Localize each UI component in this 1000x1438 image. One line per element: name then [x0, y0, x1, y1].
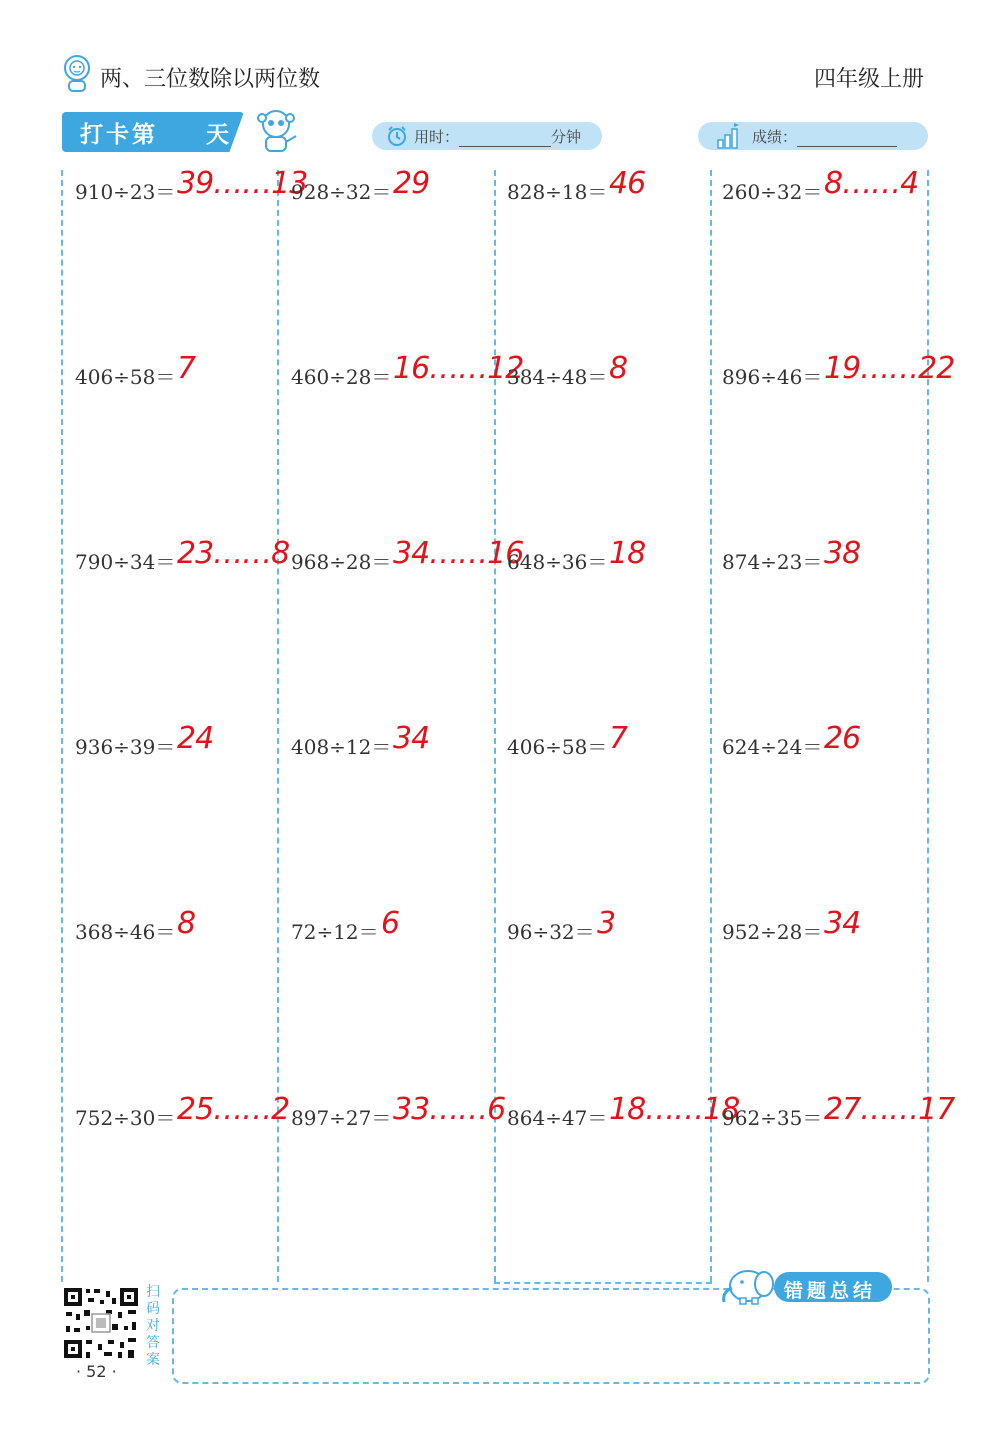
problem-cell — [507, 536, 646, 575]
problem-cell — [75, 351, 196, 390]
problem-question: 384÷48＝ — [507, 365, 608, 389]
grid-bottom-line — [494, 1282, 712, 1284]
handwritten-answer: 18 — [609, 536, 646, 571]
problem-cell — [722, 166, 919, 205]
page-title: 两、三位数除以两位数 — [100, 67, 321, 92]
handwritten-answer: 19……22 — [824, 351, 955, 386]
problem-cell — [507, 721, 628, 760]
problem-cell — [722, 721, 861, 760]
problem-question: 864÷47＝ — [507, 1106, 608, 1130]
page-number: · 52 · — [76, 1362, 117, 1381]
problem-question: 952÷28＝ — [722, 920, 823, 944]
score-blank[interactable] — [797, 130, 897, 147]
handwritten-answer: 8……4 — [824, 166, 919, 201]
mistake-summary-label: 错题总结 — [784, 1280, 877, 1302]
handwritten-answer: 7 — [609, 721, 628, 756]
problem-question: 460÷28＝ — [291, 365, 392, 389]
handwritten-answer: 8 — [609, 351, 628, 386]
problem-cell — [291, 906, 400, 945]
problem-cell — [291, 351, 524, 390]
problem-question: 260÷32＝ — [722, 180, 823, 204]
checkin-day-suffix: 天 — [206, 122, 229, 148]
lion-mascot-icon — [60, 54, 94, 94]
time-field-text — [414, 126, 581, 147]
problem-cell — [291, 536, 524, 575]
problem-question: 896÷46＝ — [722, 365, 823, 389]
problem-question: 406÷58＝ — [75, 365, 176, 389]
handwritten-answer: 46 — [609, 166, 646, 201]
time-unit: 分钟 — [551, 128, 582, 146]
handwritten-answer: 23……8 — [177, 536, 290, 571]
time-label: 用时： — [414, 128, 460, 146]
scan-label: 扫码对答案 — [146, 1284, 160, 1368]
handwritten-answer: 34 — [824, 906, 861, 941]
problem-cell — [291, 1092, 506, 1131]
problem-cell — [507, 906, 616, 945]
problem-cell — [75, 1092, 290, 1131]
problem-cell — [75, 721, 214, 760]
handwritten-answer: 27……17 — [824, 1092, 955, 1127]
checkin-label: 打卡第 — [80, 122, 158, 148]
problem-cell — [291, 166, 430, 205]
problem-question: 962÷35＝ — [722, 1106, 823, 1130]
problem-question: 406÷58＝ — [507, 735, 608, 759]
handwritten-answer: 7 — [177, 351, 196, 386]
problem-question: 648÷36＝ — [507, 550, 608, 574]
handwritten-answer: 34……16 — [393, 536, 524, 571]
robot-mascot-icon — [248, 106, 304, 158]
problem-question: 624÷24＝ — [722, 735, 823, 759]
alarm-clock-icon — [386, 125, 408, 147]
problem-question: 910÷23＝ — [75, 180, 176, 204]
problem-question: 968÷28＝ — [291, 550, 392, 574]
problem-question: 828÷18＝ — [507, 180, 608, 204]
problem-cell — [291, 721, 430, 760]
handwritten-answer: 24 — [177, 721, 214, 756]
problem-cell — [75, 906, 196, 945]
problem-cell — [507, 1092, 740, 1131]
handwritten-answer: 29 — [393, 166, 430, 201]
problem-question: 72÷12＝ — [291, 920, 379, 944]
problem-cell — [722, 351, 955, 390]
elephant-mascot-icon — [718, 1266, 778, 1306]
problem-question: 96÷32＝ — [507, 920, 595, 944]
handwritten-answer: 25……2 — [177, 1092, 290, 1127]
problem-question: 790÷34＝ — [75, 550, 176, 574]
handwritten-answer: 18……18 — [609, 1092, 740, 1127]
grade-label: 四年级上册 — [813, 67, 924, 92]
handwritten-answer: 33……6 — [393, 1092, 506, 1127]
score-label: 成绩： — [752, 128, 798, 146]
qr-code-icon[interactable] — [62, 1286, 140, 1360]
handwritten-answer: 3 — [597, 906, 616, 941]
handwritten-answer: 6 — [381, 906, 400, 941]
problem-cell — [722, 1092, 955, 1131]
grid-line-left — [61, 170, 63, 1282]
score-field-text — [752, 126, 897, 147]
bar-chart-icon — [714, 122, 742, 150]
handwritten-answer: 34 — [393, 721, 430, 756]
time-blank[interactable] — [459, 130, 551, 147]
problem-question: 752÷30＝ — [75, 1106, 176, 1130]
handwritten-answer: 39……13 — [177, 166, 308, 201]
problem-question: 874÷23＝ — [722, 550, 823, 574]
handwritten-answer: 38 — [824, 536, 861, 571]
problem-cell — [722, 906, 861, 945]
problem-question: 936÷39＝ — [75, 735, 176, 759]
problem-question: 897÷27＝ — [291, 1106, 392, 1130]
problem-question: 928÷32＝ — [291, 180, 392, 204]
problem-cell — [507, 166, 646, 205]
problem-cell — [75, 536, 290, 575]
problem-question: 408÷12＝ — [291, 735, 392, 759]
problem-cell — [722, 536, 861, 575]
handwritten-answer: 26 — [824, 721, 861, 756]
handwritten-answer: 16……12 — [393, 351, 524, 386]
problem-cell — [75, 166, 308, 205]
handwritten-answer: 8 — [177, 906, 196, 941]
problem-cell — [507, 351, 628, 390]
problem-question: 368÷46＝ — [75, 920, 176, 944]
